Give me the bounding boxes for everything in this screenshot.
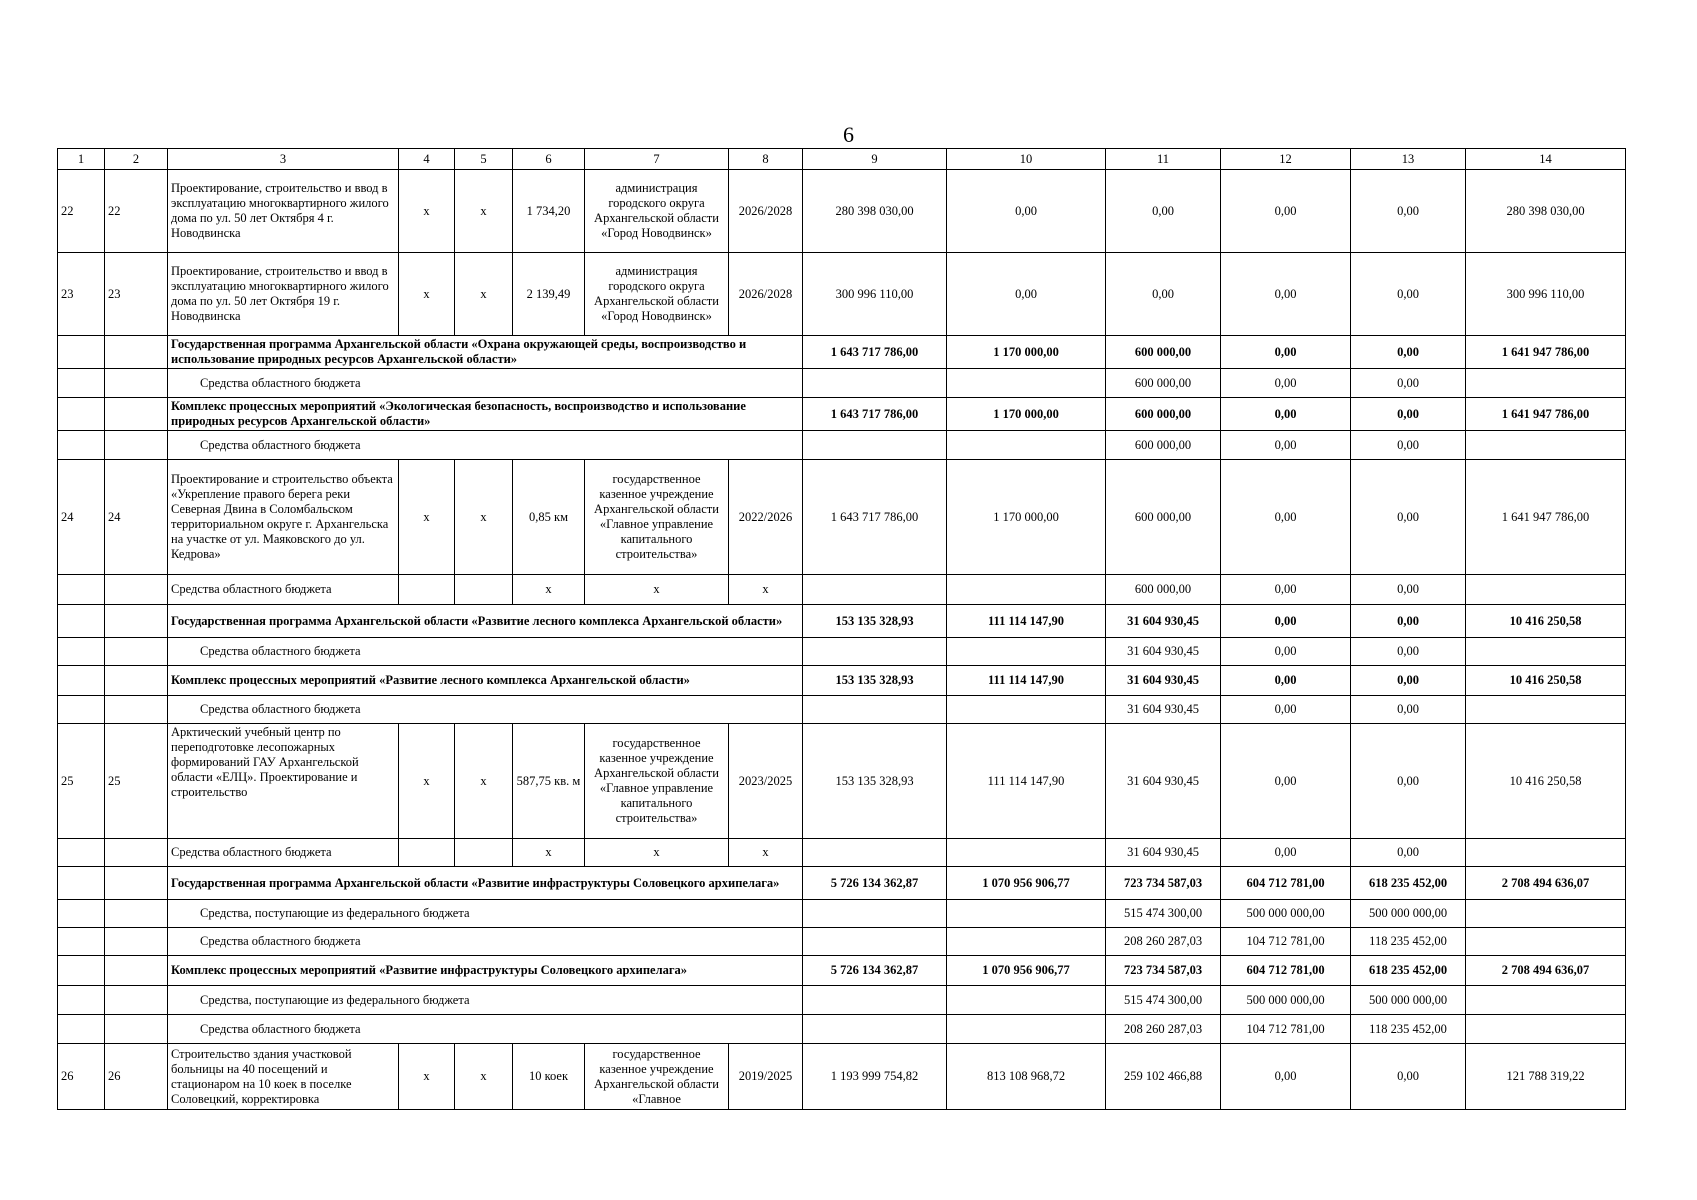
amount-col12: 0,00 (1221, 1044, 1351, 1110)
amount-col14: 121 788 319,22 (1466, 1044, 1626, 1110)
header-cell: 7 (585, 149, 729, 170)
amount-col14: 10 416 250,58 (1466, 724, 1626, 839)
amount-col11: 600 000,00 (1106, 369, 1221, 398)
header-cell: 6 (513, 149, 585, 170)
row-index: 22 (58, 170, 105, 253)
amount-col13: 0,00 (1351, 839, 1466, 867)
period: 2022/2026 (729, 460, 803, 575)
amount-col12: 604 712 781,00 (1221, 956, 1351, 986)
program-row (58, 867, 1626, 900)
table-row (58, 724, 1626, 839)
responsible-org: государственное казенное учреждение Архангельской области «Главное управление капитального строительства» (585, 724, 729, 839)
amount-col11: 208 260 287,03 (1106, 1015, 1221, 1044)
amount-col12: 0,00 (1221, 253, 1351, 336)
cell-col5: х (455, 1044, 513, 1110)
header-cell: 9 (803, 149, 947, 170)
program-row (58, 605, 1626, 638)
cell-col5: х (455, 170, 513, 253)
funding-label: Средства областного бюджета (168, 431, 803, 460)
amount-col9: 280 398 030,00 (803, 170, 947, 253)
funding-label: Средства областного бюджета (168, 1015, 803, 1044)
funding-label: Средства областного бюджета (168, 638, 803, 666)
amount-col14: 1 641 947 786,00 (1466, 336, 1626, 369)
cell-col6: х (513, 839, 585, 867)
amount-col13: 500 000 000,00 (1351, 900, 1466, 928)
amount-col13: 0,00 (1351, 398, 1466, 431)
amount-col12: 0,00 (1221, 369, 1351, 398)
complex-title: Комплекс процессных мероприятий «Развитие инфраструктуры Соловецкого архипелага» (168, 956, 803, 986)
funding-row (58, 900, 1626, 928)
header-cell: 3 (168, 149, 399, 170)
header-cell: 8 (729, 149, 803, 170)
funding-row (58, 638, 1626, 666)
header-cell: 5 (455, 149, 513, 170)
amount-col9: 153 135 328,93 (803, 666, 947, 696)
table-row (58, 170, 1626, 253)
program-title: Государственная программа Архангельской области «Развитие инфраструктуры Соловецкого архипелага» (168, 867, 803, 900)
amount-col11: 600 000,00 (1106, 460, 1221, 575)
row-number: 22 (105, 170, 168, 253)
amount-col10: 1 170 000,00 (947, 398, 1106, 431)
header-row (58, 149, 1626, 170)
amount-col12: 604 712 781,00 (1221, 867, 1351, 900)
amount-col13: 0,00 (1351, 460, 1466, 575)
amount-col11: 600 000,00 (1106, 398, 1221, 431)
funding-label: Средства, поступающие из федерального бюджета (168, 986, 803, 1015)
row-number: 26 (105, 1044, 168, 1110)
cell-col4: х (399, 724, 455, 839)
amount-col9: 5 726 134 362,87 (803, 867, 947, 900)
table-row (58, 1044, 1626, 1110)
amount-col14: 1 641 947 786,00 (1466, 460, 1626, 575)
amount-col13: 118 235 452,00 (1351, 1015, 1466, 1044)
table-row (58, 460, 1626, 575)
complex-title: Комплекс процессных мероприятий «Развитие лесного комплекса Архангельской области» (168, 666, 803, 696)
amount-col10: 1 070 956 906,77 (947, 956, 1106, 986)
row-number: 25 (105, 724, 168, 839)
amount-col13: 0,00 (1351, 605, 1466, 638)
amount-col13: 0,00 (1351, 575, 1466, 605)
cell-col5: х (455, 724, 513, 839)
amount-col12: 0,00 (1221, 605, 1351, 638)
amount-col13: 0,00 (1351, 369, 1466, 398)
period: 2026/2028 (729, 253, 803, 336)
header-cell: 12 (1221, 149, 1351, 170)
capacity: 2 139,49 (513, 253, 585, 336)
responsible-org: администрация городского округа Архангельской области «Город Новодвинск» (585, 253, 729, 336)
cell-col5: х (455, 460, 513, 575)
amount-col12: 0,00 (1221, 460, 1351, 575)
amount-col12: 0,00 (1221, 170, 1351, 253)
amount-col11: 259 102 466,88 (1106, 1044, 1221, 1110)
cell-col4: х (399, 460, 455, 575)
amount-col9: 153 135 328,93 (803, 724, 947, 839)
amount-col9: 1 643 717 786,00 (803, 336, 947, 369)
amount-col14: 1 641 947 786,00 (1466, 398, 1626, 431)
amount-col11: 31 604 930,45 (1106, 605, 1221, 638)
funding-label: Средства, поступающие из федерального бюджета (168, 900, 803, 928)
cell-col7: х (585, 575, 729, 605)
program-title: Государственная программа Архангельской области «Развитие лесного комплекса Архангельской области» (168, 605, 803, 638)
cell-col8: х (729, 839, 803, 867)
amount-col10: 1 170 000,00 (947, 460, 1106, 575)
object-name: Проектирование и строительство объекта «Укрепление правого берега реки Северная Двина в Соломбальском территориальном округе г. Архангельска на участке от ул. Маяковского до ул. Кедрова» (168, 460, 399, 575)
header-cell: 2 (105, 149, 168, 170)
amount-col12: 0,00 (1221, 724, 1351, 839)
amount-col10: 111 114 147,90 (947, 666, 1106, 696)
program-title: Государственная программа Архангельской области «Охрана окружающей среды, воспроизводство и использование природных ресурсов Архангельской области» (168, 336, 803, 369)
amount-col12: 104 712 781,00 (1221, 1015, 1351, 1044)
amount-col11: 515 474 300,00 (1106, 986, 1221, 1015)
row-number: 23 (105, 253, 168, 336)
funding-label: Средства областного бюджета (168, 839, 399, 867)
funding-row (58, 431, 1626, 460)
amount-col14: 2 708 494 636,07 (1466, 956, 1626, 986)
amount-col11: 0,00 (1106, 253, 1221, 336)
funding-row (58, 986, 1626, 1015)
amount-col9: 1 193 999 754,82 (803, 1044, 947, 1110)
amount-col12: 104 712 781,00 (1221, 928, 1351, 956)
amount-col11: 208 260 287,03 (1106, 928, 1221, 956)
period: 2019/2025 (729, 1044, 803, 1110)
funding-label: Средства областного бюджета (168, 369, 803, 398)
amount-col12: 0,00 (1221, 696, 1351, 724)
cell-col4: х (399, 1044, 455, 1110)
complex-row (58, 398, 1626, 431)
amount-col11: 31 604 930,45 (1106, 724, 1221, 839)
amount-col13: 500 000 000,00 (1351, 986, 1466, 1015)
amount-col13: 0,00 (1351, 1044, 1466, 1110)
table-row (58, 253, 1626, 336)
cell-col8: х (729, 575, 803, 605)
cell-col5: х (455, 253, 513, 336)
amount-col11: 515 474 300,00 (1106, 900, 1221, 928)
amount-col14: 2 708 494 636,07 (1466, 867, 1626, 900)
amount-col12: 0,00 (1221, 431, 1351, 460)
funding-label: Средства областного бюджета (168, 696, 803, 724)
capacity: 10 коек (513, 1044, 585, 1110)
amount-col11: 31 604 930,45 (1106, 638, 1221, 666)
responsible-org: государственное казенное учреждение Архангельской области «Главное (585, 1044, 729, 1110)
amount-col11: 600 000,00 (1106, 575, 1221, 605)
object-name: Проектирование, строительство и ввод в эксплуатацию многоквартирного жилого дома по ул. 50 лет Октября 4 г. Новодвинска (168, 170, 399, 253)
amount-col9: 153 135 328,93 (803, 605, 947, 638)
row-number: 24 (105, 460, 168, 575)
funding-row (58, 928, 1626, 956)
amount-col11: 600 000,00 (1106, 336, 1221, 369)
amount-col10: 813 108 968,72 (947, 1044, 1106, 1110)
amount-col12: 0,00 (1221, 575, 1351, 605)
amount-col13: 0,00 (1351, 253, 1466, 336)
funding-label: Средства областного бюджета (168, 928, 803, 956)
amount-col12: 500 000 000,00 (1221, 900, 1351, 928)
capacity: 587,75 кв. м (513, 724, 585, 839)
amount-col12: 0,00 (1221, 336, 1351, 369)
responsible-org: государственное казенное учреждение Архангельской области «Главное управление капитального строительства» (585, 460, 729, 575)
amount-col13: 118 235 452,00 (1351, 928, 1466, 956)
amount-col12: 0,00 (1221, 638, 1351, 666)
complex-row (58, 666, 1626, 696)
object-name: Проектирование, строительство и ввод в эксплуатацию многоквартирного жилого дома по ул. 50 лет Октября 19 г. Новодвинска (168, 253, 399, 336)
amount-col12: 500 000 000,00 (1221, 986, 1351, 1015)
amount-col14: 10 416 250,58 (1466, 666, 1626, 696)
object-name: Строительство здания участковой больницы на 40 посещений и стационаром на 10 коек в поселке Соловецкий, корректировка (168, 1044, 399, 1110)
amount-col9: 1 643 717 786,00 (803, 460, 947, 575)
amount-col9: 300 996 110,00 (803, 253, 947, 336)
amount-col14: 280 398 030,00 (1466, 170, 1626, 253)
amount-col10: 111 114 147,90 (947, 605, 1106, 638)
amount-col10: 0,00 (947, 253, 1106, 336)
period: 2023/2025 (729, 724, 803, 839)
cell-col7: х (585, 839, 729, 867)
object-name: Арктический учебный центр по переподготовке лесопожарных формирований ГАУ Архангельской области «ЕЛЦ». Проектирование и строительство (168, 724, 399, 839)
complex-row (58, 956, 1626, 986)
cell-col4: х (399, 253, 455, 336)
amount-col11: 723 734 587,03 (1106, 956, 1221, 986)
header-cell: 11 (1106, 149, 1221, 170)
funding-row (58, 575, 1626, 605)
amount-col10: 1 170 000,00 (947, 336, 1106, 369)
program-row (58, 336, 1626, 369)
amount-col12: 0,00 (1221, 666, 1351, 696)
amount-col13: 0,00 (1351, 696, 1466, 724)
amount-col14: 10 416 250,58 (1466, 605, 1626, 638)
amount-col13: 0,00 (1351, 666, 1466, 696)
header-cell: 13 (1351, 149, 1466, 170)
amount-col13: 0,00 (1351, 638, 1466, 666)
amount-col13: 0,00 (1351, 170, 1466, 253)
amount-col11: 723 734 587,03 (1106, 867, 1221, 900)
cell-col6: х (513, 575, 585, 605)
amount-col13: 618 235 452,00 (1351, 956, 1466, 986)
amount-col12: 0,00 (1221, 398, 1351, 431)
responsible-org: администрация городского округа Архангельской области «Город Новодвинск» (585, 170, 729, 253)
row-index: 26 (58, 1044, 105, 1110)
funding-row (58, 696, 1626, 724)
capacity: 0,85 км (513, 460, 585, 575)
amount-col13: 0,00 (1351, 431, 1466, 460)
amount-col13: 618 235 452,00 (1351, 867, 1466, 900)
amount-col11: 31 604 930,45 (1106, 696, 1221, 724)
funding-label: Средства областного бюджета (168, 575, 399, 605)
amount-col10: 111 114 147,90 (947, 724, 1106, 839)
amount-col11: 0,00 (1106, 170, 1221, 253)
header-cell: 10 (947, 149, 1106, 170)
amount-col14: 300 996 110,00 (1466, 253, 1626, 336)
amount-col11: 600 000,00 (1106, 431, 1221, 460)
amount-col10: 0,00 (947, 170, 1106, 253)
period: 2026/2028 (729, 170, 803, 253)
cell-col4: х (399, 170, 455, 253)
amount-col10: 1 070 956 906,77 (947, 867, 1106, 900)
row-index: 25 (58, 724, 105, 839)
header-cell: 14 (1466, 149, 1626, 170)
amount-col11: 31 604 930,45 (1106, 839, 1221, 867)
row-index: 24 (58, 460, 105, 575)
funding-row (58, 1015, 1626, 1044)
funding-row (58, 369, 1626, 398)
amount-col11: 31 604 930,45 (1106, 666, 1221, 696)
amount-col13: 0,00 (1351, 724, 1466, 839)
header-cell: 1 (58, 149, 105, 170)
complex-title: Комплекс процессных мероприятий «Экологическая безопасность, воспроизводство и использование природных ресурсов Архангельской области» (168, 398, 803, 431)
header-cell: 4 (399, 149, 455, 170)
capacity: 1 734,20 (513, 170, 585, 253)
amount-col9: 1 643 717 786,00 (803, 398, 947, 431)
page-number: 6 (843, 122, 854, 147)
funding-row (58, 839, 1626, 867)
amount-col13: 0,00 (1351, 336, 1466, 369)
budget-table (57, 148, 1626, 1110)
row-index: 23 (58, 253, 105, 336)
amount-col9: 5 726 134 362,87 (803, 956, 947, 986)
amount-col12: 0,00 (1221, 839, 1351, 867)
